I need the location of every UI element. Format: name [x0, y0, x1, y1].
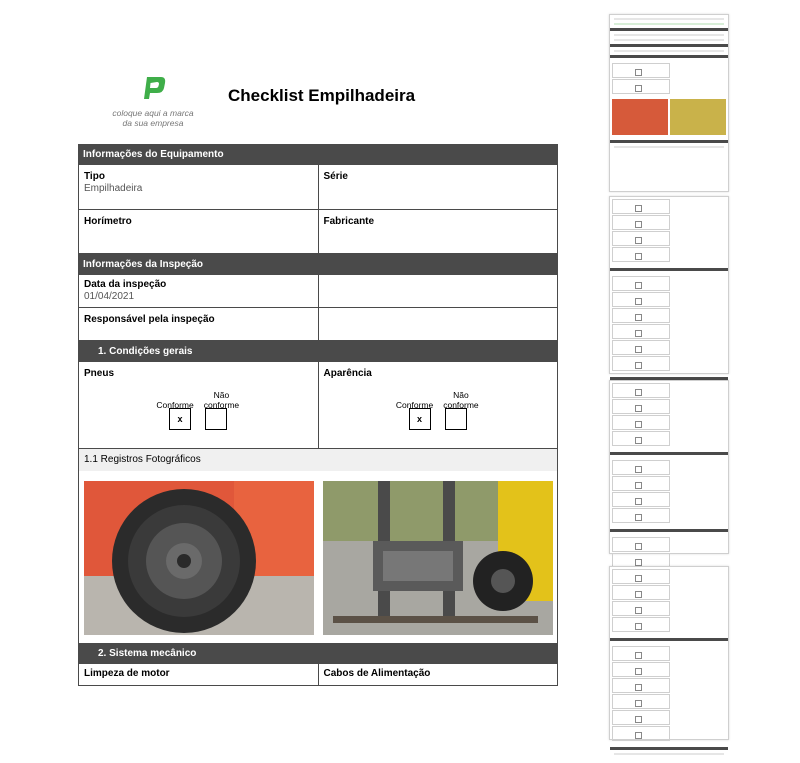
inspection-date-value: 01/04/2021: [84, 291, 135, 302]
engine-cleaning-check: [79, 664, 318, 685]
logo-caption-line1: coloque aqui a marca: [112, 108, 194, 118]
serial-field[interactable]: [318, 165, 558, 209]
appearance-check: [318, 362, 558, 448]
tires-nonconform-label: Não conforme: [203, 390, 240, 410]
appearance-nonconform-checkbox[interactable]: [445, 408, 467, 430]
manufacturer-field[interactable]: [318, 210, 558, 253]
inspection-responsible-field[interactable]: [79, 308, 318, 340]
engine-cleaning-label: Limpeza de motor: [84, 668, 170, 679]
hour-meter-label: Horímetro: [84, 216, 132, 227]
tires-conform-checkbox[interactable]: x: [169, 408, 191, 430]
tires-nonconform-checkbox[interactable]: [205, 408, 227, 430]
inspection-date-extra[interactable]: [318, 275, 558, 307]
page-title: Checklist Empilhadeira: [228, 86, 416, 105]
page-thumbnail-3[interactable]: [609, 380, 729, 554]
power-cables-check: [318, 664, 558, 685]
tires-label: Pneus: [84, 368, 115, 379]
checklist-sheet: [78, 144, 558, 686]
inspection-date-field[interactable]: [79, 275, 318, 307]
type-value: Empilhadeira: [84, 183, 143, 194]
tires-conform-label: Conforme: [156, 400, 194, 410]
appearance-conform-checkbox[interactable]: x: [409, 408, 431, 430]
inspection-date-label: Data da inspeção: [84, 279, 167, 290]
page-thumbnail-2[interactable]: [609, 196, 729, 374]
appearance-label: Aparência: [323, 368, 372, 379]
inspection-row-1: [78, 275, 557, 308]
manufacturer-label: Fabricante: [323, 216, 375, 227]
page-thumbnail-1[interactable]: [609, 14, 729, 192]
appearance-conform-label: Conforme: [395, 400, 434, 410]
logo-caption-line2: da sua empresa: [122, 118, 184, 128]
type-field[interactable]: [79, 165, 318, 209]
equipment-section-header: Informações do Equipamento: [78, 144, 557, 165]
photo-records: [78, 471, 557, 643]
inspection-section-header: Informações da Inspeção: [78, 254, 557, 275]
company-logo: [98, 72, 208, 128]
hour-meter-field[interactable]: [79, 210, 318, 253]
inspection-responsible-label: Responsável pela inspeção: [84, 314, 215, 325]
inspection-responsible-value[interactable]: [318, 308, 558, 340]
general-conditions-row: [78, 362, 557, 449]
tires-check: [79, 362, 318, 448]
mechanical-system-header: 2. Sistema mecânico: [78, 643, 557, 664]
type-label: Tipo: [84, 171, 105, 182]
logo-icon: [138, 72, 168, 102]
photo-records-header: 1.1 Registros Fotográficos: [78, 449, 557, 471]
inspection-row-2: [78, 308, 557, 341]
power-cables-label: Cabos de Alimentação: [323, 668, 431, 679]
checklist-document: [78, 0, 557, 763]
serial-label: Série: [323, 171, 348, 182]
mechanical-row: [78, 664, 557, 686]
tire-photo[interactable]: [84, 481, 314, 635]
general-conditions-header: 1. Condições gerais: [78, 341, 557, 362]
equipment-row-2: [78, 210, 557, 254]
equipment-row-1: [78, 165, 557, 210]
page-thumbnail-4[interactable]: [609, 566, 729, 740]
appearance-nonconform-label: Não conforme: [443, 390, 479, 410]
forklift-photo[interactable]: [323, 481, 553, 635]
